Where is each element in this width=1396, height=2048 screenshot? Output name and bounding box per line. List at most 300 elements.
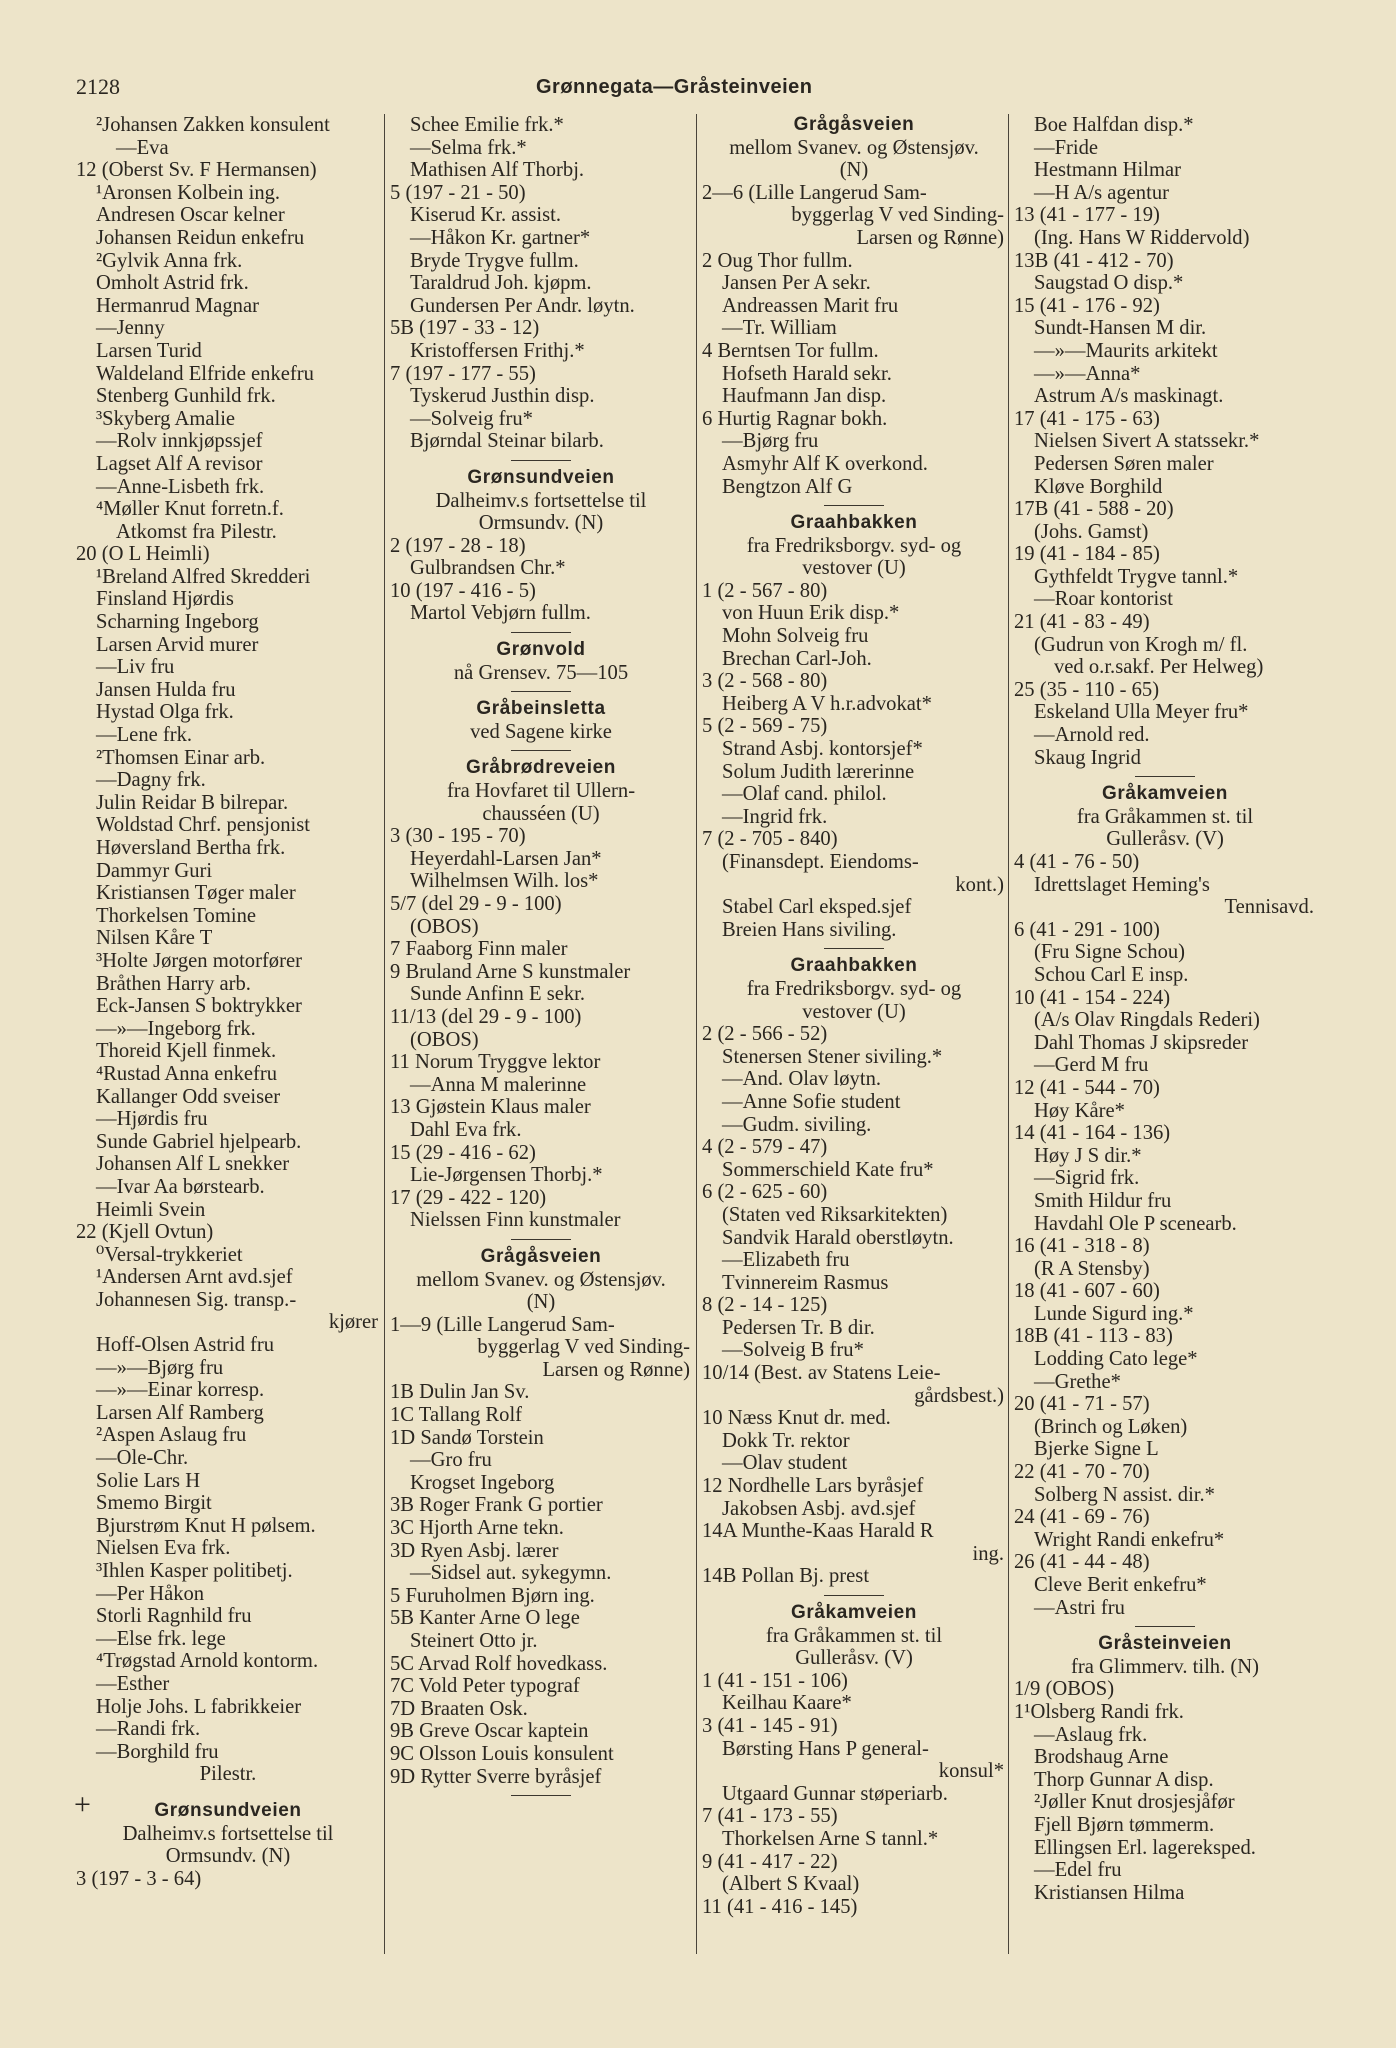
directory-line: ⁴Trøgstad Arnold kontorm. <box>96 1650 319 1673</box>
directory-line: Bråthen Harry arb. <box>96 972 251 995</box>
directory-line: ¹Breland Alfred Skredderi <box>96 565 311 588</box>
directory-line: Eck-Jansen S boktrykker <box>96 995 302 1018</box>
directory-line: 14 (41 - 164 - 136) <box>1014 1122 1171 1145</box>
directory-line: —»—Ingeborg frk. <box>96 1017 256 1040</box>
directory-line: —Else frk. lege <box>96 1627 226 1650</box>
directory-line: 6 Hurtig Ragnar bokh. <box>702 407 888 430</box>
directory-line: Keilhau Kaare* <box>722 1692 852 1715</box>
directory-line: Tennisavd. <box>1224 896 1314 919</box>
directory-line: —Anne Sofie student <box>722 1090 901 1113</box>
directory-line: —Selma frk.* <box>410 136 527 159</box>
directory-line: 3 (30 - 195 - 70) <box>390 825 526 848</box>
directory-line: —Rolv innkjøpssjef <box>96 430 263 453</box>
directory-line: Jansen Per A sekr. <box>722 272 871 295</box>
directory-line: Tyskerud Justhin disp. <box>410 385 595 408</box>
directory-line: Smith Hildur fru <box>1034 1189 1172 1212</box>
directory-line: Wilhelmsen Wilh. los* <box>410 870 599 893</box>
directory-line: 16 (41 - 318 - 8) <box>1014 1235 1150 1258</box>
directory-line: Solum Judith lærerinne <box>722 760 915 783</box>
street-heading: Graahbakken <box>790 955 918 977</box>
directory-line: (Staten ved Riksarkitekten) <box>722 1203 948 1226</box>
directory-line: —»—Einar korresp. <box>96 1379 265 1402</box>
directory-line: 10 (197 - 416 - 5) <box>390 579 536 602</box>
directory-line: ³Holte Jørgen motorfører <box>96 949 302 972</box>
directory-line: —Elizabeth fru <box>722 1249 850 1272</box>
directory-line: fra Glimmerv. tilh. (N) <box>1071 1655 1259 1678</box>
directory-line: —Olaf cand. philol. <box>722 783 887 806</box>
directory-line: Larsen Turid <box>96 339 202 362</box>
directory-line: Pedersen Tr. B dir. <box>722 1316 875 1339</box>
directory-line: 14B Pollan Bj. prest <box>702 1565 870 1588</box>
directory-line: Tvinnereim Rasmus <box>722 1271 889 1294</box>
directory-line: 5 (197 - 21 - 50) <box>390 181 526 204</box>
directory-line: 3 (2 - 568 - 80) <box>702 670 828 693</box>
directory-line: —»—Bjørg fru <box>96 1356 224 1379</box>
directory-line: (Gudrun von Krogh m/ fl. <box>1034 633 1248 656</box>
directory-line: 5B (197 - 33 - 12) <box>390 317 540 340</box>
directory-line: Brechan Carl-Joh. <box>722 647 872 670</box>
directory-line: 2 (2 - 566 - 52) <box>702 1023 828 1046</box>
directory-line: Smemo Birgit <box>96 1492 212 1515</box>
directory-line: Bryde Trygve fullm. <box>410 249 579 272</box>
section-divider <box>390 1232 692 1246</box>
directory-line: —Anna M malerinne <box>410 1073 587 1096</box>
directory-line: Brodshaug Arne <box>1034 1746 1169 1769</box>
directory-line: 9C Olsson Louis konsulent <box>390 1742 614 1765</box>
directory-line: Ormsundv. (N) <box>478 512 604 535</box>
directory-line: Gulleråsv. (V) <box>795 1647 913 1670</box>
directory-line: 12 (Oberst Sv. F Hermansen) <box>76 159 317 182</box>
directory-line: Sunde Anfinn E sekr. <box>410 983 586 1006</box>
directory-line: 1¹Olsberg Randi frk. <box>1014 1700 1184 1723</box>
directory-line: 17B (41 - 588 - 20) <box>1014 498 1174 521</box>
directory-line: Dokk Tr. rektor <box>722 1429 850 1452</box>
directory-line: —Ole-Chr. <box>96 1447 189 1470</box>
directory-line: Finsland Hjørdis <box>96 588 234 611</box>
directory-line: 1 (41 - 151 - 106) <box>702 1669 848 1692</box>
directory-line: 7 Faaborg Finn maler <box>390 938 568 961</box>
directory-line: Waldeland Elfride enkefru <box>96 362 314 385</box>
section-divider <box>702 498 1006 512</box>
directory-line: (Ing. Hans W Riddervold) <box>1034 226 1250 249</box>
running-title: Grønnegata—Gråsteinveien <box>536 76 813 98</box>
directory-line: Nielsen Eva frk. <box>96 1537 231 1560</box>
directory-line: Idrettslaget Heming's <box>1034 873 1210 896</box>
directory-line: —Gudm. siviling. <box>722 1113 872 1136</box>
directory-line: Storli Ragnhild fru <box>96 1605 252 1628</box>
directory-line: 5 (2 - 569 - 75) <box>702 715 828 738</box>
directory-line: 5B Kanter Arne O lege <box>390 1607 580 1630</box>
street-heading: Graahbakken <box>790 512 918 534</box>
section-divider <box>1014 769 1316 783</box>
directory-line: Eskeland Ulla Meyer fru* <box>1034 701 1249 724</box>
directory-line: ¹Aronsen Kolbein ing. <box>96 181 281 204</box>
directory-line: 14A Munthe-Kaas Harald R <box>702 1520 934 1543</box>
section-divider <box>390 625 692 639</box>
directory-line: 15 (29 - 416 - 62) <box>390 1141 536 1164</box>
directory-line: 12 (41 - 544 - 70) <box>1014 1076 1160 1099</box>
column-1 <box>76 114 380 1890</box>
directory-line: —Dagny frk. <box>96 769 206 792</box>
directory-line: 6 (41 - 291 - 100) <box>1014 918 1160 941</box>
directory-line: —Anne-Lisbeth frk. <box>96 475 265 498</box>
directory-line: (Fru Signe Schou) <box>1034 941 1186 964</box>
directory-line: 12 Nordhelle Lars byråsjef <box>702 1475 924 1498</box>
directory-line: Dahl Eva frk. <box>410 1118 522 1141</box>
directory-line: 4 (2 - 579 - 47) <box>702 1136 828 1159</box>
directory-line: —»—Anna* <box>1034 362 1141 385</box>
directory-line: ing. <box>972 1542 1004 1565</box>
directory-line: Hystad Olga frk. <box>96 701 234 724</box>
directory-line: vestover (U) <box>802 557 906 580</box>
directory-line: Breien Hans siviling. <box>722 918 897 941</box>
section-divider <box>390 684 692 698</box>
directory-line: 8 (2 - 14 - 125) <box>702 1294 828 1317</box>
directory-line: Sunde Gabriel hjelpearb. <box>96 1130 302 1153</box>
directory-line: 11 Norum Tryggve lektor <box>390 1051 601 1074</box>
column-rule <box>696 114 697 1954</box>
section-divider <box>1014 1619 1316 1633</box>
street-heading: Gråbeinsletta <box>476 698 606 720</box>
directory-line: 13 Gjøstein Klaus maler <box>390 1096 591 1119</box>
directory-line: Gythfeldt Trygve tannl.* <box>1034 565 1239 588</box>
directory-line: Omholt Astrid frk. <box>96 272 249 295</box>
directory-line: Taraldrud Joh. kjøpm. <box>410 272 592 295</box>
directory-line: Stabel Carl eksped.sjef <box>722 896 912 919</box>
directory-line: 13B (41 - 412 - 70) <box>1014 249 1174 272</box>
directory-line: (N) <box>839 159 869 182</box>
section-divider <box>390 743 692 757</box>
directory-line: byggerlag V ved Sinding- <box>791 204 1004 227</box>
directory-line: ⁴Rustad Anna enkefru <box>96 1062 278 1085</box>
directory-line: 11 (41 - 416 - 145) <box>702 1895 858 1918</box>
directory-line: (OBOS) <box>410 915 479 938</box>
directory-line: Krogset Ingeborg <box>410 1471 555 1494</box>
directory-line: Hermanrud Magnar <box>96 294 259 317</box>
directory-line: Heimli Svein <box>96 1198 206 1221</box>
directory-line: (N) <box>526 1291 556 1314</box>
directory-line: 3 (197 - 3 - 64) <box>76 1867 202 1890</box>
directory-line: —Lene frk. <box>96 724 193 747</box>
directory-line: 2 Oug Thor fullm. <box>702 249 853 272</box>
directory-line: —Sigrid frk. <box>1034 1167 1140 1190</box>
directory-line: Gulbrandsen Chr.* <box>410 557 566 580</box>
directory-line: —Gerd M fru <box>1034 1054 1149 1077</box>
directory-line: 26 (41 - 44 - 48) <box>1014 1551 1150 1574</box>
directory-line: (A/s Olav Ringdals Rederi) <box>1034 1009 1260 1032</box>
directory-line: Kristiansen Tøger maler <box>96 882 296 905</box>
directory-line: 9B Greve Oscar kaptein <box>390 1720 589 1743</box>
street-heading: Gråbrødreveien <box>466 757 616 779</box>
directory-line: —»—Maurits arkitekt <box>1034 339 1218 362</box>
directory-line: Heyerdahl-Larsen Jan* <box>410 847 602 870</box>
street-heading: Gråsteinveien <box>1098 1633 1232 1655</box>
directory-line: 25 (35 - 110 - 65) <box>1014 678 1160 701</box>
directory-line: Sundt-Hansen M dir. <box>1034 317 1207 340</box>
directory-line: ²Jøller Knut drosjesjåfør <box>1034 1791 1235 1814</box>
directory-line: 7C Vold Peter typograf <box>390 1675 580 1698</box>
directory-line: ⁴Møller Knut forretn.f. <box>96 498 284 521</box>
directory-line: 1D Sandø Torstein <box>390 1426 544 1449</box>
directory-line: —Grethe* <box>1034 1370 1121 1393</box>
directory-line: 10 (41 - 154 - 224) <box>1014 986 1171 1009</box>
directory-line: Woldstad Chrf. pensjonist <box>96 814 310 837</box>
section-divider <box>702 1588 1006 1602</box>
section-divider <box>390 453 692 467</box>
directory-line: Kiserud Kr. assist. <box>410 204 562 227</box>
column-4 <box>1014 114 1316 1904</box>
directory-line: Lagset Alf A revisor <box>96 452 263 475</box>
directory-line: chausséen (U) <box>482 802 600 825</box>
directory-line: —Ingrid frk. <box>722 805 828 828</box>
directory-line: Gulleråsv. (V) <box>1106 828 1224 851</box>
directory-line: —Håkon Kr. gartner* <box>410 226 591 249</box>
directory-line: Lodding Cato lege* <box>1034 1348 1198 1371</box>
directory-line: (Albert S Kvaal) <box>722 1873 860 1896</box>
directory-line: Dalheimv.s fortsettelse til <box>122 1822 334 1845</box>
directory-line: 18 (41 - 607 - 60) <box>1014 1280 1160 1303</box>
directory-line: Thorp Gunnar A disp. <box>1034 1768 1214 1791</box>
directory-line: Solie Lars H <box>96 1469 201 1492</box>
margin-mark: + <box>74 1788 91 1821</box>
directory-line: —Astri fru <box>1034 1596 1125 1619</box>
directory-line: 17 (41 - 175 - 63) <box>1014 407 1160 430</box>
directory-line: Strand Asbj. kontorsjef* <box>722 738 923 761</box>
directory-line: ved o.r.sakf. Per Helweg) <box>1054 656 1264 679</box>
column-rule <box>384 114 385 1954</box>
street-heading: Grågåsveien <box>793 114 915 135</box>
directory-line: Heiberg A V h.r.advokat* <box>722 692 932 715</box>
directory-line: fra Gråkammen st. til <box>765 1624 943 1647</box>
directory-line: (R A Stensby) <box>1034 1257 1150 1280</box>
directory-line: Martol Vebjørn fullm. <box>410 602 591 625</box>
directory-line: fra Hovfaret til Ullern- <box>446 780 636 803</box>
directory-line: —Bjørg fru <box>722 430 819 453</box>
directory-line: ²Gylvik Anna frk. <box>96 249 243 272</box>
directory-line: 24 (41 - 69 - 76) <box>1014 1506 1150 1529</box>
directory-line: —Liv fru <box>96 656 175 679</box>
directory-line: 1 (2 - 567 - 80) <box>702 579 828 602</box>
directory-line: 2 (197 - 28 - 18) <box>390 534 526 557</box>
directory-line: Mohn Solveig fru <box>722 625 869 648</box>
directory-line: (Brinch og Løken) <box>1034 1415 1188 1438</box>
directory-line: —Borghild fru <box>96 1740 219 1763</box>
street-heading: Grønsundveien <box>467 466 615 488</box>
directory-line: 18B (41 - 113 - 83) <box>1014 1325 1173 1348</box>
directory-line: 3B Roger Frank G portier <box>390 1494 603 1517</box>
directory-line: Larsen Arvid murer <box>96 633 259 656</box>
directory-line: 3C Hjorth Arne tekn. <box>390 1517 564 1540</box>
directory-line: ³Skyberg Amalie <box>96 407 236 430</box>
directory-line: konsul* <box>938 1760 1004 1783</box>
directory-line: Schou Carl E insp. <box>1034 963 1189 986</box>
directory-line: Schee Emilie frk.* <box>410 114 564 136</box>
directory-line: 10/14 (Best. av Statens Leie- <box>702 1362 941 1385</box>
column-rule <box>1008 114 1009 1954</box>
directory-line: Lie-Jørgensen Thorbj.* <box>410 1164 603 1187</box>
directory-line: Havdahl Ole P scenearb. <box>1034 1212 1237 1235</box>
directory-line: 11/13 (del 29 - 9 - 100) <box>390 1005 582 1028</box>
directory-line: ²Aspen Aslaug fru <box>96 1424 247 1447</box>
directory-line: 1/9 (OBOS) <box>1014 1678 1115 1701</box>
spacer <box>76 1786 380 1800</box>
directory-line: (Johs. Gamst) <box>1034 520 1149 543</box>
directory-line: Asmyhr Alf K overkond. <box>722 452 928 475</box>
directory-line: —Fride <box>1034 136 1099 159</box>
directory-line: Julin Reidar B bilrepar. <box>96 791 289 814</box>
directory-line: Thoreid Kjell finmek. <box>96 1040 277 1063</box>
directory-line: Dahl Thomas J skipsreder <box>1034 1031 1249 1054</box>
directory-line: 1B Dulin Jan Sv. <box>390 1381 530 1404</box>
directory-line: —Tr. William <box>722 317 837 340</box>
directory-line: Wright Randi enkefru* <box>1034 1528 1225 1551</box>
street-heading: Gråkamveien <box>791 1602 917 1623</box>
directory-line: Hofseth Harald sekr. <box>722 362 892 385</box>
directory-line: —Eva <box>116 136 169 159</box>
street-heading: Grønsundveien <box>154 1799 302 1821</box>
directory-line: 20 (O L Heimli) <box>76 543 210 566</box>
directory-line: —Randi frk. <box>96 1718 201 1741</box>
directory-line: Stenersen Stener siviling.* <box>722 1045 943 1068</box>
directory-line: Bengtzon Alf G <box>722 475 853 498</box>
directory-line: 17 (29 - 422 - 120) <box>390 1186 547 1209</box>
directory-line: ⁰Versal-trykkeriet <box>96 1243 243 1266</box>
directory-line: Jakobsen Asbj. avd.sjef <box>722 1497 916 1520</box>
directory-line: Holje Johs. L fabrikkeier <box>96 1695 302 1718</box>
directory-line: Thorkelsen Tomine <box>96 904 257 927</box>
directory-line: kjører <box>328 1311 378 1334</box>
directory-line: Sommerschield Kate fru* <box>722 1158 934 1181</box>
directory-line: 10 Næss Knut dr. med. <box>702 1407 891 1430</box>
directory-line: Jansen Hulda fru <box>96 678 236 701</box>
directory-line: Bjerke Signe L <box>1034 1438 1159 1461</box>
directory-line: gårdsbest.) <box>914 1384 1004 1407</box>
directory-line: Kristoffersen Frithj.* <box>410 339 585 362</box>
directory-line: Dalheimv.s fortsettelse til <box>435 489 647 512</box>
directory-line: 22 (Kjell Ovtun) <box>76 1221 214 1244</box>
column-3 <box>702 114 1006 1918</box>
directory-line: 3 (41 - 145 - 91) <box>702 1714 838 1737</box>
directory-line: Saugstad O disp.* <box>1034 272 1184 295</box>
directory-line: Solberg N assist. dir.* <box>1034 1483 1215 1506</box>
directory-line: 7 (41 - 173 - 55) <box>702 1805 838 1828</box>
directory-line: Johannesen Sig. transp.- <box>96 1288 297 1311</box>
directory-line: Hestmann Hilmar <box>1034 159 1181 182</box>
directory-line: Dammyr Guri <box>96 859 213 882</box>
street-heading: Gråkamveien <box>1102 783 1228 805</box>
directory-line: 7D Braaten Osk. <box>390 1697 528 1720</box>
directory-line: Gundersen Per Andr. løytn. <box>410 294 635 317</box>
directory-line: —Aslaug frk. <box>1034 1723 1148 1746</box>
directory-line: Andreassen Marit fru <box>722 294 899 317</box>
directory-line: nå Grensev. 75—105 <box>453 661 629 684</box>
directory-line: —Arnold red. <box>1034 724 1150 747</box>
directory-line: —H A/s agentur <box>1034 181 1169 204</box>
street-heading: Grågåsveien <box>480 1245 602 1267</box>
page-header <box>76 74 1336 104</box>
directory-line: ²Thomsen Einar arb. <box>96 746 266 769</box>
directory-line: Atkomst fra Pilestr. <box>116 520 277 543</box>
directory-line: mellom Svanev. og Østensjøv. <box>416 1268 666 1291</box>
directory-line: Kristiansen Hilma <box>1034 1881 1185 1904</box>
directory-line: mellom Svanev. og Østensjøv. <box>729 136 979 159</box>
directory-line: Høversland Bertha frk. <box>96 837 286 859</box>
directory-line: Skaug Ingrid <box>1034 746 1141 769</box>
directory-line: —Gro fru <box>410 1449 492 1472</box>
column-2 <box>390 114 692 1802</box>
directory-line: 9 Bruland Arne S kunstmaler <box>390 960 631 983</box>
directory-line: 5/7 (del 29 - 9 - 100) <box>390 893 562 915</box>
directory-line: fra Fredriksborgv. syd- og <box>746 534 962 557</box>
directory-line: vestover (U) <box>802 1000 906 1023</box>
directory-line: Utgaard Gunnar støperiarb. <box>722 1782 948 1805</box>
directory-line: Pilestr. <box>199 1763 257 1786</box>
directory-line: 2—6 (Lille Langerud Sam- <box>702 181 927 204</box>
directory-line: Astrum A/s maskinagt. <box>1034 385 1224 408</box>
directory-line: —Per Håkon <box>96 1582 205 1605</box>
directory-line: Larsen Alf Ramberg <box>96 1401 264 1424</box>
directory-line: 9 (41 - 417 - 22) <box>702 1850 838 1873</box>
directory-line: Bjørndal Steinar bilarb. <box>410 430 604 453</box>
directory-line: (OBOS) <box>410 1028 479 1051</box>
directory-line: fra Fredriksborgv. syd- og <box>746 977 962 1000</box>
directory-line: von Huun Erik disp.* <box>722 602 900 625</box>
directory-line: 5C Arvad Rolf hovedkass. <box>390 1652 608 1675</box>
directory-line: 9D Rytter Sverre byråsjef <box>390 1765 602 1788</box>
section-divider <box>702 941 1006 955</box>
directory-line: Nielsen Sivert A statssekr.* <box>1034 430 1260 453</box>
directory-line: 7 (2 - 705 - 840) <box>702 828 838 851</box>
directory-line: Kløve Borghild <box>1034 475 1163 498</box>
directory-line: Høy Kåre* <box>1034 1099 1125 1122</box>
directory-line: 1C Tallang Rolf <box>390 1404 523 1427</box>
directory-line: Steinert Otto jr. <box>410 1630 538 1652</box>
directory-line: Ellingsen Erl. lagereksped. <box>1034 1836 1256 1859</box>
directory-line: 19 (41 - 184 - 85) <box>1014 543 1160 566</box>
directory-line: Johansen Alf L snekker <box>96 1153 290 1176</box>
directory-line: Lunde Sigurd ing.* <box>1034 1302 1194 1325</box>
directory-line: Høy J S dir.* <box>1034 1144 1142 1167</box>
directory-line: —Solveig fru* <box>410 407 533 430</box>
directory-line: 6 (2 - 625 - 60) <box>702 1181 828 1204</box>
directory-line: 22 (41 - 70 - 70) <box>1014 1461 1150 1484</box>
directory-line: —Hjørdis fru <box>96 1108 208 1131</box>
directory-line: Sandvik Harald oberstløytn. <box>722 1226 954 1249</box>
directory-line: Haufmann Jan disp. <box>722 385 887 408</box>
directory-line: byggerlag V ved Sinding- <box>477 1336 690 1359</box>
directory-line: Ormsundv. (N) <box>165 1845 291 1868</box>
section-divider <box>390 1788 692 1802</box>
directory-line: Fjell Bjørn tømmerm. <box>1034 1813 1215 1836</box>
directory-line: —Solveig B fru* <box>722 1339 864 1362</box>
directory-line: Børsting Hans P general- <box>722 1737 929 1760</box>
directory-line: Pedersen Søren maler <box>1034 452 1214 475</box>
directory-line: Nilsen Kåre T <box>96 927 213 950</box>
directory-line: Larsen og Rønne) <box>542 1358 690 1381</box>
directory-line: —Olav student <box>722 1452 848 1475</box>
directory-line: ¹Andersen Arnt avd.sjef <box>96 1266 293 1289</box>
directory-line: 3D Ryen Asbj. lærer <box>390 1539 559 1562</box>
directory-line: Mathisen Alf Thorbj. <box>410 159 585 182</box>
directory-line: Kallanger Odd sveiser <box>96 1085 281 1108</box>
directory-line: Boe Halfdan disp.* <box>1034 114 1194 136</box>
directory-line: —Esther <box>96 1672 170 1695</box>
directory-line: —Jenny <box>96 317 165 340</box>
directory-line: 1—9 (Lille Langerud Sam- <box>390 1313 615 1336</box>
directory-line: Hoff-Olsen Astrid fru <box>96 1334 275 1357</box>
directory-line: ³Ihlen Kasper politibetj. <box>96 1560 293 1582</box>
directory-line: Andresen Oscar kelner <box>96 204 285 227</box>
